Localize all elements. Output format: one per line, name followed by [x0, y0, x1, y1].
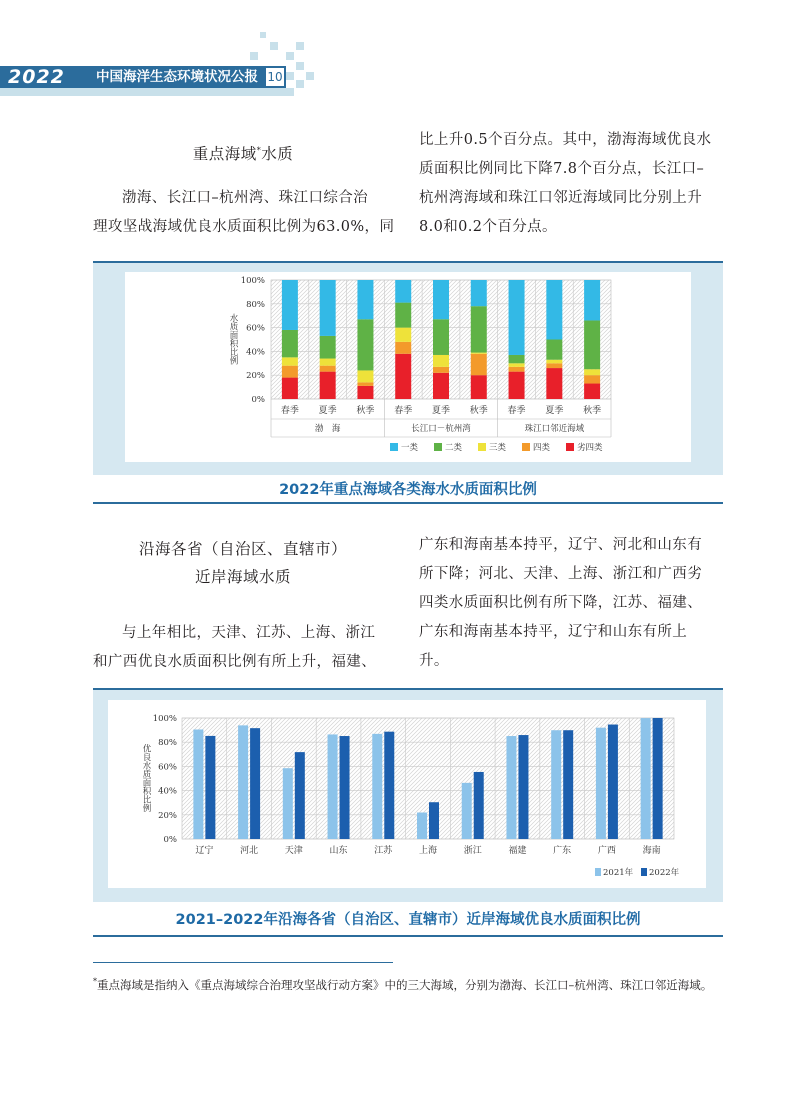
section-heading-key-waters — [93, 137, 393, 168]
bar — [417, 813, 427, 839]
y-axis-label: 比 — [229, 348, 239, 359]
y-axis-label: 例 — [142, 804, 152, 815]
bar — [193, 729, 203, 839]
bar-segment — [433, 373, 449, 399]
text-line: 所下降；河北、天津、上海、浙江和广西劣 — [419, 566, 703, 582]
heading-text: 重点海域 — [192, 145, 257, 164]
bar-segment — [433, 367, 449, 373]
legend-swatch — [566, 443, 574, 451]
bar-segment — [282, 330, 298, 357]
bar — [238, 725, 248, 839]
figure2-chart-panel — [108, 700, 706, 888]
bar-segment — [320, 336, 336, 359]
x-tick-label: 春季 — [507, 406, 526, 416]
y-axis-label: 质 — [229, 322, 239, 333]
bar-segment — [546, 280, 562, 340]
bar-segment — [357, 386, 373, 399]
bar — [608, 725, 618, 839]
group-label: 珠江口邻近海域 — [524, 424, 585, 434]
bar-segment — [395, 354, 411, 399]
section2-left-text — [93, 619, 403, 677]
bar-segment — [320, 280, 336, 336]
y-axis-label: 优 — [142, 744, 152, 755]
x-tick-label: 春季 — [394, 406, 413, 416]
provinces-grouped-bar-chart — [108, 700, 706, 888]
y-tick-label: 80% — [158, 738, 177, 749]
bar — [506, 736, 516, 839]
bar — [429, 802, 439, 839]
heading-suffix: 水质 — [261, 145, 294, 164]
y-tick-label: 80% — [246, 299, 265, 310]
text-line: 四类水质面积比例有所下降，江苏、福建、 — [419, 595, 703, 611]
bar-segment — [395, 342, 411, 354]
figure2-caption: 2021–2022年沿海各省（自治区、直辖市）近岸海域优良水质面积比例 — [175, 912, 641, 928]
text-line: 理攻坚战海域优良水质面积比例为63.0%，同 — [93, 219, 395, 235]
header-title: 中国海洋生态环境状况公报 — [96, 69, 258, 85]
footnote-mark: * — [93, 977, 97, 986]
y-axis-label: 例 — [229, 356, 239, 367]
y-tick-label: 20% — [246, 371, 265, 382]
bar-segment — [509, 355, 525, 363]
legend-swatch — [478, 443, 486, 451]
heading-line: 沿海各省（自治区、直辖市） — [138, 540, 347, 558]
text-line: 广东和海南基本持平，辽宁和山东有所上 — [419, 624, 688, 640]
bar — [372, 734, 382, 839]
figure1-caption: 2022年重点海域各类海水水质面积比例 — [279, 482, 537, 498]
bar — [205, 736, 215, 839]
x-tick-label: 上海 — [418, 846, 438, 856]
bar-segment — [282, 366, 298, 378]
figure1-chart-panel — [125, 272, 691, 462]
bar-segment — [509, 367, 525, 372]
bar-segment — [320, 359, 336, 366]
bar-segment — [471, 354, 487, 375]
y-axis-label: 水 — [142, 761, 152, 772]
text-line: 升。 — [419, 653, 449, 669]
x-tick-label: 秋季 — [356, 406, 375, 416]
bar-segment — [433, 280, 449, 319]
bar — [653, 718, 663, 839]
bar — [518, 735, 528, 839]
bar — [641, 718, 651, 839]
bar-segment — [320, 372, 336, 399]
x-tick-label: 春季 — [280, 406, 299, 416]
y-axis-label: 积 — [229, 339, 239, 350]
bar-segment — [282, 378, 298, 399]
bar-segment — [471, 306, 487, 352]
text-line: 杭州湾海域和珠江口邻近海域同比分别上升 — [419, 190, 703, 206]
bar — [328, 734, 338, 839]
x-tick-label: 秋季 — [469, 406, 488, 416]
y-axis-label: 面 — [229, 331, 239, 342]
bar-segment — [509, 372, 525, 399]
x-tick-label: 秋季 — [583, 406, 602, 416]
bar-segment — [546, 368, 562, 399]
text-line: 和广西优良水质面积比例有所上升，福建、 — [93, 654, 377, 670]
bar-segment — [584, 369, 600, 375]
bar-segment — [357, 370, 373, 382]
bar-segment — [471, 353, 487, 354]
x-tick-label: 广东 — [553, 846, 572, 856]
bar-segment — [433, 355, 449, 367]
legend-label: 2022年 — [649, 868, 680, 878]
footnote — [93, 972, 723, 995]
text-line: 广东和海南基本持平，辽宁、河北和山东有 — [419, 537, 703, 553]
legend-label: 2021年 — [603, 868, 634, 878]
legend-label: 四类 — [533, 443, 551, 453]
key-waters-stacked-bar-chart — [125, 272, 691, 462]
section1-left-text — [93, 184, 403, 242]
text-line: 渤海、长江口–杭州湾、珠江口综合治 — [122, 190, 369, 206]
bar-segment — [357, 280, 373, 319]
y-tick-label: 60% — [246, 323, 265, 334]
bar-segment — [357, 319, 373, 370]
x-tick-label: 夏季 — [318, 406, 337, 416]
figure1-caption-rule — [93, 502, 723, 504]
legend-swatch — [595, 868, 601, 876]
bar-segment — [282, 357, 298, 365]
y-tick-label: 60% — [158, 762, 177, 773]
text-line: 8.0和0.2个百分点。 — [419, 219, 557, 235]
x-tick-label: 浙江 — [463, 846, 482, 856]
legend-swatch — [522, 443, 530, 451]
x-tick-label: 海南 — [642, 846, 661, 856]
bar-segment — [471, 375, 487, 399]
y-tick-label: 100% — [240, 276, 265, 286]
footnote-mark: * — [256, 146, 262, 155]
y-axis-label: 质 — [142, 770, 152, 781]
x-tick-label: 夏季 — [431, 406, 451, 416]
y-axis-label: 面 — [142, 778, 152, 789]
legend-swatch — [390, 443, 398, 451]
x-tick-label: 辽宁 — [195, 846, 214, 856]
bar-segment — [546, 360, 562, 364]
bar-segment — [584, 384, 600, 399]
group-label: 长江口－杭州湾 — [411, 424, 471, 434]
bar-segment — [395, 328, 411, 342]
y-axis-label: 积 — [142, 787, 152, 798]
x-tick-label: 广西 — [597, 846, 616, 856]
bar-segment — [546, 340, 562, 360]
group-label: 渤 海 — [314, 424, 341, 434]
x-tick-label: 夏季 — [545, 406, 564, 416]
text-line: 与上年相比，天津、江苏、上海、浙江 — [122, 625, 376, 641]
bar-segment — [320, 366, 336, 372]
section1-right-text — [419, 126, 729, 242]
y-tick-label: 40% — [246, 347, 265, 358]
bar-segment — [546, 363, 562, 368]
footnote-rule — [93, 962, 393, 963]
y-tick-label: 0% — [251, 395, 265, 405]
bar — [563, 730, 573, 839]
x-tick-label: 天津 — [284, 846, 303, 856]
y-axis-label: 比 — [142, 795, 152, 806]
y-tick-label: 100% — [152, 714, 177, 724]
bar — [340, 736, 350, 839]
y-axis-label: 良 — [142, 753, 152, 764]
bar-segment — [395, 303, 411, 328]
bar-segment — [509, 363, 525, 367]
heading-line: 近岸海域水质 — [194, 568, 291, 586]
bar — [474, 772, 484, 839]
y-tick-label: 20% — [158, 810, 177, 821]
legend-label: 三类 — [489, 443, 507, 453]
text-line: 比上升0.5个百分点。其中，渤海海域优良水 — [419, 132, 712, 148]
bar-segment — [282, 280, 298, 330]
x-tick-label: 江苏 — [374, 846, 393, 856]
footnote-text: 重点海域是指纳入《重点海域综合治理攻坚战行动方案》中的三大海域，分别为渤海、长江口–杭州湾、珠江口邻近海域。 — [97, 977, 713, 992]
bar — [596, 728, 606, 839]
bar-segment — [584, 280, 600, 320]
header-year: 2022 — [8, 66, 65, 88]
bar-segment — [471, 280, 487, 306]
text-line: 质面积比例同比下降7.8个百分点，长江口– — [419, 161, 705, 177]
y-axis-label: 水 — [229, 314, 239, 325]
bar — [283, 768, 293, 839]
x-tick-label: 福建 — [508, 846, 527, 856]
bar-segment — [584, 375, 600, 383]
legend-swatch — [641, 868, 647, 876]
bar — [462, 783, 472, 839]
x-tick-label: 山东 — [329, 846, 348, 856]
bar — [250, 728, 260, 839]
bar-segment — [509, 280, 525, 355]
legend-swatch — [434, 443, 442, 451]
bar-segment — [433, 319, 449, 355]
section-heading-provinces — [93, 535, 393, 591]
legend-label: 二类 — [445, 443, 463, 453]
figure2-caption-rule — [93, 935, 723, 937]
bar-segment — [395, 280, 411, 303]
y-tick-label: 40% — [158, 786, 177, 797]
bar — [295, 752, 305, 839]
section2-right-text — [419, 531, 729, 676]
bar — [384, 732, 394, 839]
bar-segment — [584, 320, 600, 369]
x-tick-label: 河北 — [240, 846, 259, 856]
legend-label: 一类 — [401, 443, 419, 453]
bar — [551, 730, 561, 839]
page-number: 10 — [267, 70, 283, 84]
bar-segment — [357, 382, 373, 386]
y-tick-label: 0% — [163, 835, 177, 845]
legend-label: 劣四类 — [577, 443, 603, 453]
